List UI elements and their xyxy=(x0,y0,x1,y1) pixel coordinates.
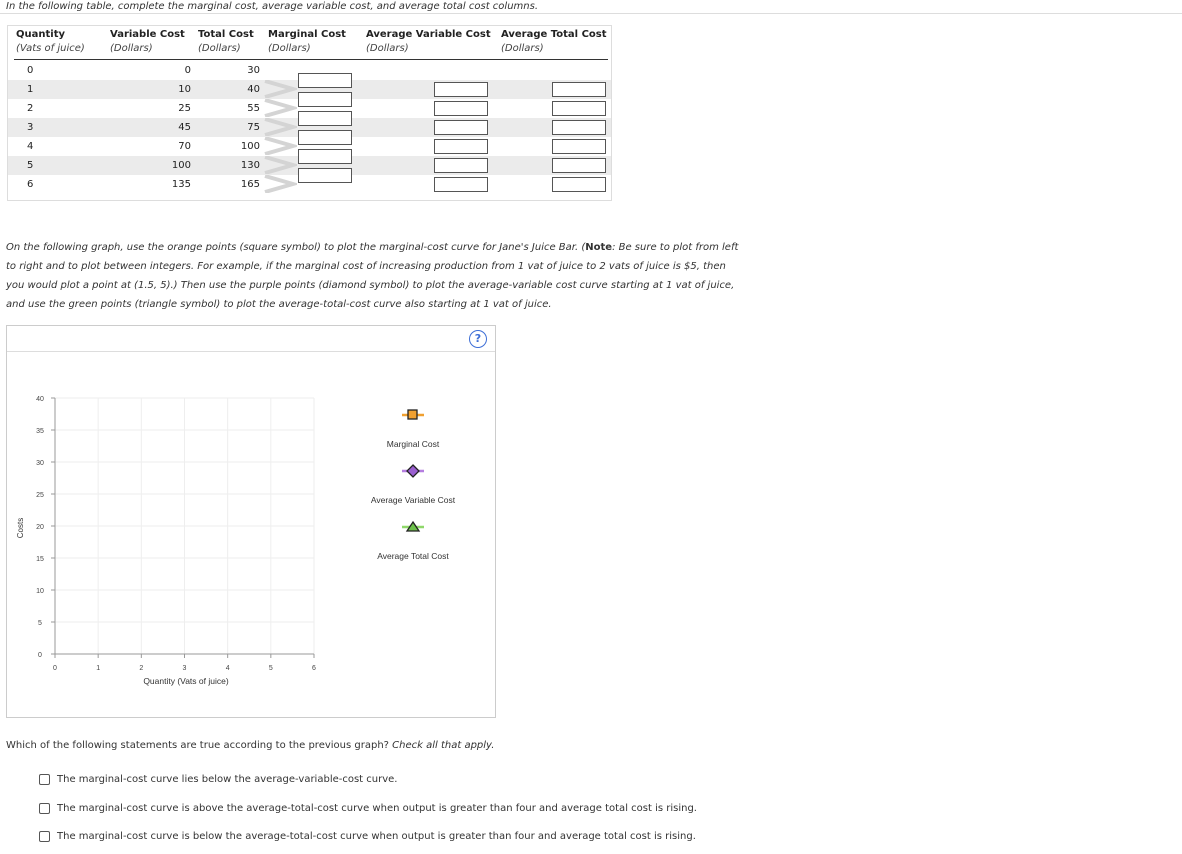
header-total-cost: Total Cost (Dollars) xyxy=(198,29,254,54)
graph-panel xyxy=(6,325,496,718)
legend-label: Marginal Cost xyxy=(386,439,440,449)
avc-input-6[interactable] xyxy=(434,177,488,192)
question-prompt: Which of the following statements are true according to the previous graph? Check all that apply. xyxy=(6,740,495,751)
quantity-cell: 5 xyxy=(27,160,34,171)
quantity-cell: 0 xyxy=(27,65,34,76)
x-tick-label: 6 xyxy=(312,665,316,672)
bracket-chevron-icon xyxy=(263,80,297,98)
header-average-total-cost: Average Total Cost (Dollars) xyxy=(501,29,607,54)
legend-label: Average Variable Cost xyxy=(370,495,456,505)
total-cost-cell: 55 xyxy=(247,103,260,114)
header-rule xyxy=(14,59,608,60)
table-instructions: In the following table, complete the marginal cost, average variable cost, and average total cost columns. xyxy=(6,1,539,12)
cost-graph[interactable] xyxy=(7,326,495,717)
x-tick-label: 2 xyxy=(139,665,144,672)
avc-input-2[interactable] xyxy=(434,101,488,116)
avc-input-5[interactable] xyxy=(434,158,488,173)
y-tick-label: 10 xyxy=(36,588,44,595)
mc-input-3-4[interactable] xyxy=(298,130,352,145)
y-tick-label: 0 xyxy=(38,652,42,659)
y-tick-label: 25 xyxy=(36,492,44,499)
checkbox[interactable] xyxy=(39,831,50,842)
header-quantity: Quantity (Vats of juice) xyxy=(16,29,85,54)
mc-input-4-5[interactable] xyxy=(298,149,352,164)
atc-input-6[interactable] xyxy=(552,177,606,192)
x-tick-label: 1 xyxy=(96,665,101,672)
bracket-chevron-icon xyxy=(263,99,297,117)
total-cost-cell: 165 xyxy=(240,179,260,190)
header-marginal-cost: Marginal Cost (Dollars) xyxy=(268,29,346,54)
y-tick-label: 20 xyxy=(36,524,44,531)
variable-cost-cell: 10 xyxy=(178,84,191,95)
total-cost-cell: 100 xyxy=(240,141,260,152)
quantity-cell: 2 xyxy=(27,103,34,114)
option-3[interactable]: The marginal-cost curve is below the average-total-cost curve when output is greater than four and average total cost is rising. xyxy=(39,831,696,842)
help-icon[interactable]: ? xyxy=(469,330,487,348)
bracket-chevron-icon xyxy=(263,175,297,193)
header-variable-cost: Variable Cost (Dollars) xyxy=(110,29,185,54)
average-total-cost-tool[interactable] xyxy=(377,522,449,561)
option-1[interactable]: The marginal-cost curve lies below the average-variable-cost curve. xyxy=(39,774,397,785)
atc-input-5[interactable] xyxy=(552,158,606,173)
y-tick-label: 15 xyxy=(36,556,44,563)
top-divider xyxy=(0,13,1182,14)
variable-cost-cell: 135 xyxy=(171,179,191,190)
variable-cost-cell: 100 xyxy=(171,160,191,171)
avc-input-1[interactable] xyxy=(434,82,488,97)
y-tick-label: 30 xyxy=(36,460,44,467)
x-tick-label: 3 xyxy=(182,665,187,672)
x-tick-label: 0 xyxy=(53,665,57,672)
y-tick-label: 5 xyxy=(38,620,42,627)
x-axis xyxy=(53,654,316,672)
quantity-cell: 1 xyxy=(27,84,34,95)
y-axis-label: Costs xyxy=(16,517,25,539)
total-cost-cell: 30 xyxy=(247,65,260,76)
atc-input-3[interactable] xyxy=(552,120,606,135)
y-tick-label: 40 xyxy=(36,396,44,403)
variable-cost-cell: 0 xyxy=(184,65,191,76)
bracket-chevron-icon xyxy=(263,156,297,174)
marginal-cost-tool[interactable] xyxy=(387,410,440,449)
y-axis xyxy=(36,396,55,659)
variable-cost-cell: 45 xyxy=(178,122,191,133)
mc-input-2-3[interactable] xyxy=(298,111,352,126)
variable-cost-cell: 25 xyxy=(178,103,191,114)
grid xyxy=(55,398,314,654)
average-variable-cost-tool[interactable] xyxy=(371,465,456,505)
x-tick-label: 5 xyxy=(268,665,273,672)
quantity-cell: 3 xyxy=(27,122,34,133)
x-axis-label: Quantity (Vats of juice) xyxy=(143,676,229,686)
legend-label: Average Total Cost xyxy=(377,551,449,561)
bracket-chevron-icon xyxy=(263,118,297,136)
cost-table xyxy=(7,25,612,201)
purple-diamond-icon xyxy=(407,465,419,477)
avc-input-4[interactable] xyxy=(434,139,488,154)
total-cost-cell: 130 xyxy=(240,160,260,171)
atc-input-1[interactable] xyxy=(552,82,606,97)
bracket-chevron-icon xyxy=(263,137,297,155)
mc-input-5-6[interactable] xyxy=(298,168,352,183)
x-tick-label: 4 xyxy=(225,665,230,672)
quantity-cell: 6 xyxy=(27,179,34,190)
quantity-cell: 4 xyxy=(27,141,34,152)
checkbox[interactable] xyxy=(39,774,50,785)
mc-input-0-1[interactable] xyxy=(298,73,352,88)
option-2[interactable]: The marginal-cost curve is above the average-total-cost curve when output is greater than four and average total cost is rising. xyxy=(39,803,697,814)
atc-input-4[interactable] xyxy=(552,139,606,154)
total-cost-cell: 40 xyxy=(247,84,260,95)
mc-input-1-2[interactable] xyxy=(298,92,352,107)
checkbox[interactable] xyxy=(39,803,50,814)
variable-cost-cell: 70 xyxy=(178,141,191,152)
avc-input-3[interactable] xyxy=(434,120,488,135)
graph-instructions: On the following graph, use the orange points (square symbol) to plot the marginal-cost curve for Jane's Juice Bar. (Note: Be sure to plot from left to right and to plot between integers. For example, if the marginal cost of increasing production from 1 vat of juice to 2 vats of juice is $5, then you would plot a point at (1.5, 5).) Then use the purple points (diamond symbol) to plot the average-variable cost curve starting at 1 vat of juice, and use the green points (triangle symbol) to plot the average-total-cost curve also starting at 1 vat of juice. xyxy=(6,242,739,310)
y-tick-label: 35 xyxy=(36,428,44,435)
orange-square-icon xyxy=(408,410,417,419)
header-average-variable-cost: Average Variable Cost (Dollars) xyxy=(366,29,491,54)
total-cost-cell: 75 xyxy=(247,122,260,133)
atc-input-2[interactable] xyxy=(552,101,606,116)
